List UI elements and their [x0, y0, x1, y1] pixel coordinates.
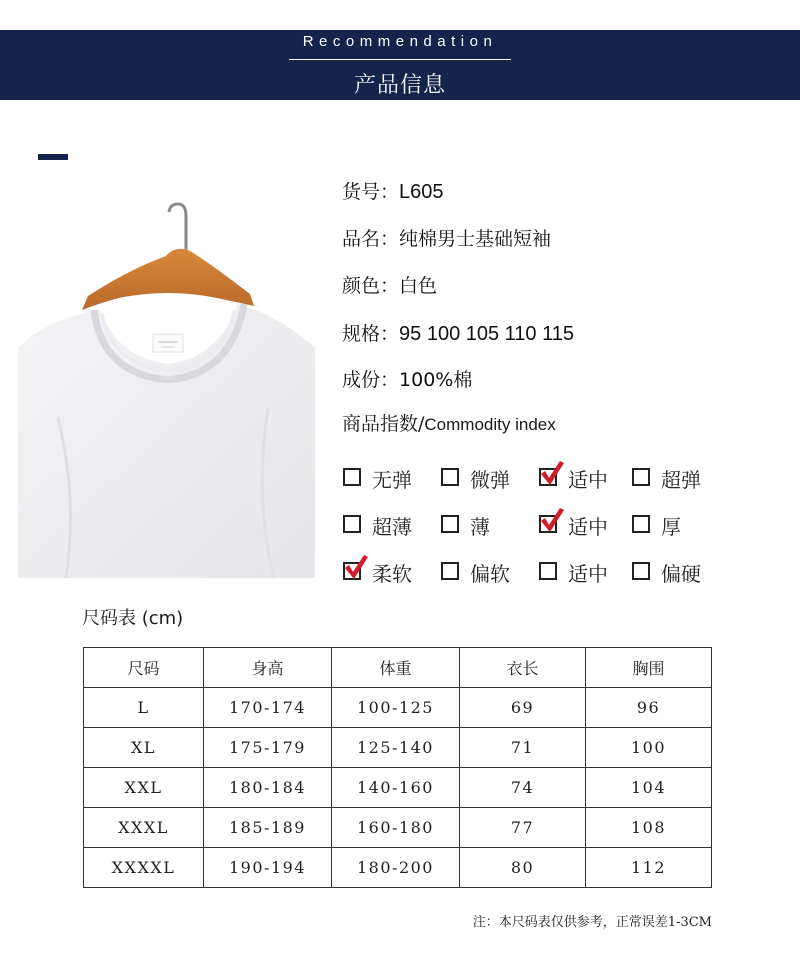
cell-weight: 125-140	[332, 728, 460, 768]
header-banner	[0, 30, 800, 100]
color-line	[342, 271, 437, 298]
cell-size: L	[84, 688, 204, 728]
empty-box-icon	[539, 562, 557, 580]
size-chart-footnote: 注：本尺码表仅供参考，正常误差1-3CM	[472, 915, 712, 930]
cell-chest: 108	[586, 808, 712, 848]
cell-chest: 112	[586, 848, 712, 888]
product-name-line	[342, 224, 551, 251]
commodity-option-label: 偏硬	[661, 562, 701, 586]
commodity-option-label: 偏软	[470, 562, 510, 586]
cell-height: 170-174	[204, 688, 332, 728]
table-row	[84, 808, 712, 848]
banner-divider	[289, 59, 511, 60]
accent-bar	[38, 154, 68, 160]
cell-chest: 96	[586, 688, 712, 728]
cell-weight: 140-160	[332, 768, 460, 808]
cell-height: 185-189	[204, 808, 332, 848]
size-chart-title: 尺码表 (cm)	[82, 608, 184, 629]
check-mark-icon	[343, 553, 369, 581]
composition-line	[342, 365, 472, 392]
size-chart-table	[83, 647, 712, 888]
empty-box-icon	[632, 562, 650, 580]
cell-size: XXXXL	[84, 848, 204, 888]
cell-weight: 160-180	[332, 808, 460, 848]
commodity-index-row	[343, 461, 763, 491]
empty-box-icon	[441, 562, 459, 580]
tshirt-on-hanger-illustration	[18, 198, 315, 578]
commodity-index-title-cn: 商品指数/	[342, 413, 425, 435]
spec-label: 规格：	[342, 323, 400, 345]
commodity-option-label: 无弹	[372, 468, 412, 492]
cell-size: XXXL	[84, 808, 204, 848]
empty-box-icon	[632, 468, 650, 486]
cell-weight: 180-200	[332, 848, 460, 888]
empty-box-icon	[441, 515, 459, 533]
item-number-line	[342, 177, 444, 204]
empty-box-icon	[343, 515, 361, 533]
cell-length: 71	[460, 728, 586, 768]
spec-line	[342, 319, 574, 346]
header-weight: 体重	[332, 648, 460, 688]
cell-height: 180-184	[204, 768, 332, 808]
cell-length: 74	[460, 768, 586, 808]
product-image	[18, 198, 315, 578]
check-mark-icon	[539, 506, 565, 534]
commodity-option-label: 柔软	[372, 562, 412, 586]
header-size: 尺码	[84, 648, 204, 688]
check-mark-icon	[539, 459, 565, 487]
cell-length: 80	[460, 848, 586, 888]
product-name-label: 品名：	[342, 228, 400, 250]
item-number-value: L605	[399, 181, 444, 203]
commodity-option-label: 微弹	[470, 468, 510, 492]
banner-english-title: Recommendation	[302, 33, 498, 50]
cell-length: 69	[460, 688, 586, 728]
commodity-option-label: 适中	[568, 515, 608, 539]
cell-chest: 100	[586, 728, 712, 768]
color-label: 颜色：	[342, 275, 400, 297]
commodity-option-label: 超薄	[372, 515, 412, 539]
color-value: 白色	[399, 275, 438, 297]
commodity-option-label: 薄	[470, 515, 490, 539]
commodity-option-label: 适中	[568, 562, 608, 586]
commodity-index-title	[342, 409, 556, 436]
composition-value: 100%棉	[399, 369, 473, 391]
cell-height: 190-194	[204, 848, 332, 888]
commodity-index-row	[343, 555, 763, 585]
empty-box-icon	[632, 515, 650, 533]
banner-chinese-title: 产品信息	[353, 73, 446, 98]
product-name-value: 纯棉男士基础短袖	[399, 228, 552, 250]
table-row	[84, 848, 712, 888]
empty-box-icon	[441, 468, 459, 486]
table-row	[84, 768, 712, 808]
composition-label: 成份：	[342, 369, 400, 391]
commodity-option-label: 适中	[568, 468, 608, 492]
commodity-option-label: 厚	[661, 515, 681, 539]
item-number-label: 货号：	[342, 181, 400, 203]
commodity-index-row	[343, 508, 763, 538]
commodity-index-title-en: Commodity index	[424, 415, 556, 434]
table-row	[84, 688, 712, 728]
cell-chest: 104	[586, 768, 712, 808]
header-chest: 胸围	[586, 648, 712, 688]
cell-size: XL	[84, 728, 204, 768]
table-row	[84, 728, 712, 768]
empty-box-icon	[343, 468, 361, 486]
header-height: 身高	[204, 648, 332, 688]
commodity-option-label: 超弹	[661, 468, 701, 492]
spec-value: 95 100 105 110 115	[399, 323, 574, 345]
cell-length: 77	[460, 808, 586, 848]
cell-weight: 100-125	[332, 688, 460, 728]
cell-height: 175-179	[204, 728, 332, 768]
header-length: 衣长	[460, 648, 586, 688]
size-chart-header-row	[84, 648, 712, 688]
cell-size: XXL	[84, 768, 204, 808]
